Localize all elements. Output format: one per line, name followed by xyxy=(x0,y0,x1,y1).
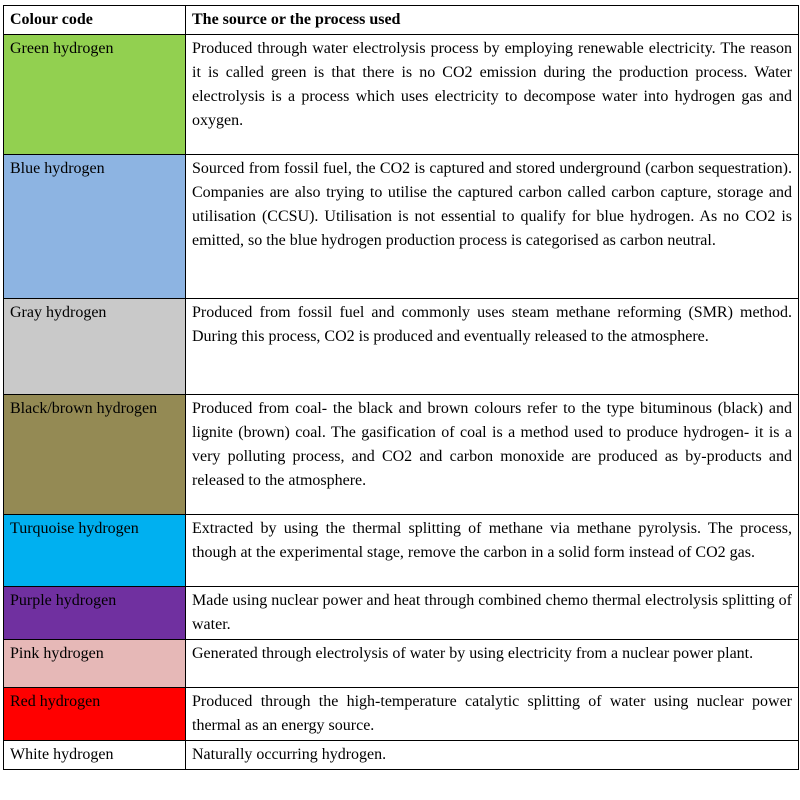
table-row xyxy=(4,741,799,770)
description-cell: Produced from coal- the black and brown colours refer to the type bituminous (black) and lignite (brown) coal. The gasification of coal is a method used to produce hydrogen- it is a very polluting process, and CO2 and carbon monoxide are produced as by-products and released to the atmosphere. xyxy=(186,395,799,515)
table-row xyxy=(4,395,799,515)
header-colour-code: Colour code xyxy=(4,6,186,35)
description-cell: Naturally occurring hydrogen. xyxy=(186,741,799,770)
table-row xyxy=(4,35,799,155)
table-body xyxy=(4,35,799,770)
table-row xyxy=(4,299,799,395)
colour-code-cell: Green hydrogen xyxy=(4,35,186,155)
table-row xyxy=(4,587,799,640)
table-row xyxy=(4,640,799,688)
colour-code-cell: Turquoise hydrogen xyxy=(4,515,186,587)
colour-code-cell: White hydrogen xyxy=(4,741,186,770)
hydrogen-colour-table xyxy=(3,5,799,770)
table-row xyxy=(4,155,799,299)
description-cell: Produced from fossil fuel and commonly uses steam methane reforming (SMR) method. During this process, CO2 is produced and eventually released to the atmosphere. xyxy=(186,299,799,395)
colour-code-cell: Pink hydrogen xyxy=(4,640,186,688)
table-row xyxy=(4,515,799,587)
colour-code-cell: Purple hydrogen xyxy=(4,587,186,640)
colour-code-cell: Gray hydrogen xyxy=(4,299,186,395)
description-cell: Produced through water electrolysis process by employing renewable electricity. The reason it is called green is that there is no CO2 emission during the production process. Water electrolysis is a process which uses electricity to decompose water into hydrogen gas and oxygen. xyxy=(186,35,799,155)
colour-code-cell: Red hydrogen xyxy=(4,688,186,741)
colour-code-cell: Black/brown hydrogen xyxy=(4,395,186,515)
description-cell: Sourced from fossil fuel, the CO2 is captured and stored underground (carbon sequestration). Companies are also trying to utilise the captured carbon called carbon capture, storage and utilisation (CCSU). Utilisation is not essential to qualify for blue hydrogen. As no CO2 is emitted, so the blue hydrogen production process is categorised as carbon neutral. xyxy=(186,155,799,299)
table-row xyxy=(4,688,799,741)
description-cell: Produced through the high-temperature catalytic splitting of water using nuclear power thermal as an energy source. xyxy=(186,688,799,741)
description-cell: Generated through electrolysis of water by using electricity from a nuclear power plant. xyxy=(186,640,799,688)
header-row xyxy=(4,6,799,35)
colour-code-cell: Blue hydrogen xyxy=(4,155,186,299)
header-source: The source or the process used xyxy=(186,6,799,35)
description-cell: Made using nuclear power and heat through combined chemo thermal electrolysis splitting of water. xyxy=(186,587,799,640)
description-cell: Extracted by using the thermal splitting of methane via methane pyrolysis. The process, though at the experimental stage, remove the carbon in a solid form instead of CO2 gas. xyxy=(186,515,799,587)
